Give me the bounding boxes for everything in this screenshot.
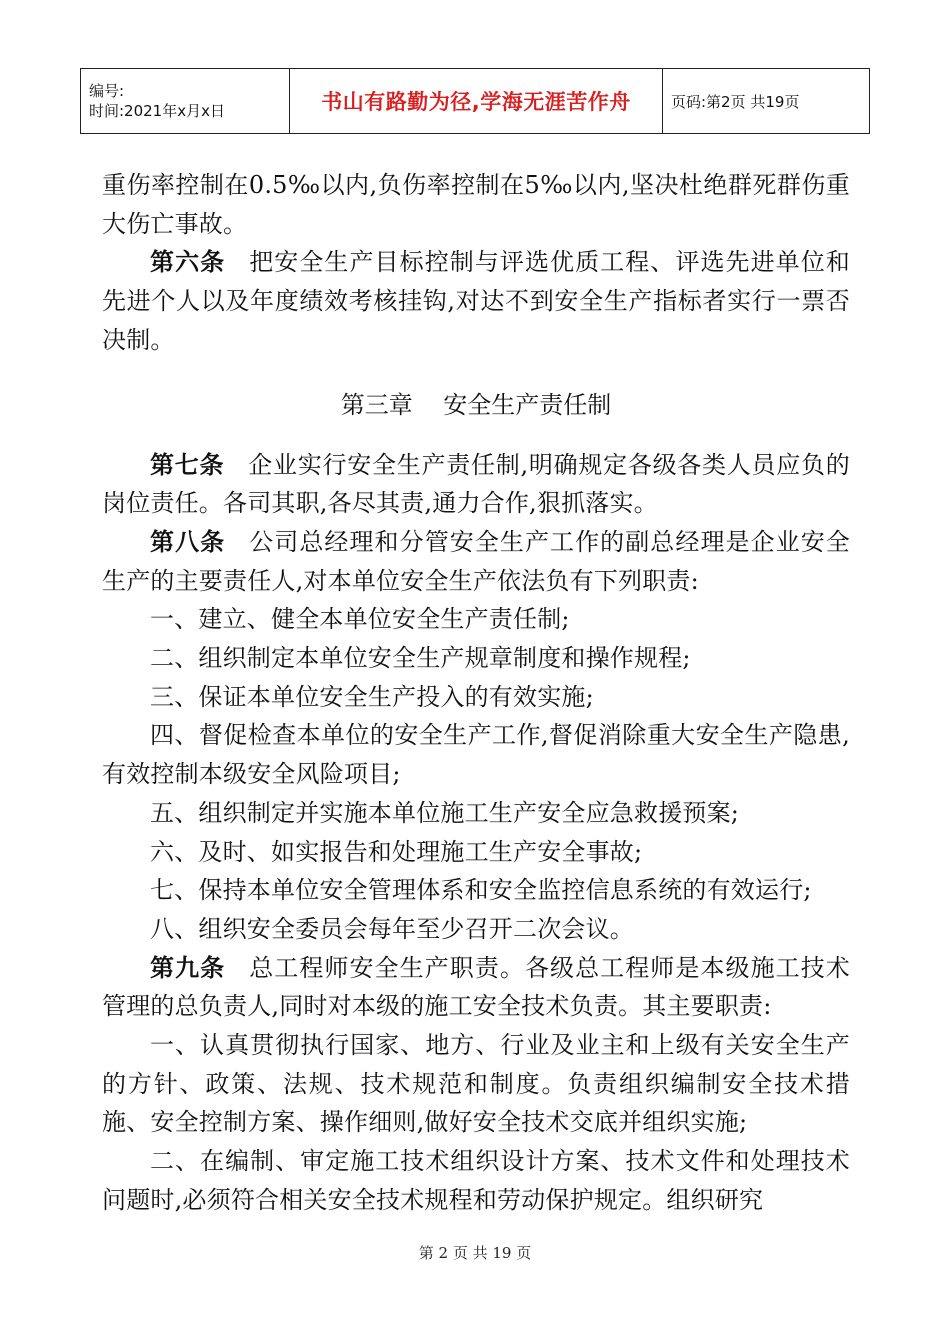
article-8-text: 公司总经理和分管安全生产工作的副总经理是企业安全生产的主要责任人,对本单位安全生产依法负有下列职责: <box>102 527 850 595</box>
article-8 <box>102 523 850 600</box>
list-item: 三、保证本单位安全生产投入的有效实施; <box>150 682 594 711</box>
list-item: 一、认真贯彻执行国家、地方、行业及业主和上级有关安全生产的方针、政策、法规、技术规范和制度。负责组织编制安全技术措施、安全控制方案、操作细则,做好安全技术交底并组织实施; <box>102 1031 850 1137</box>
list-item: 七、保持本单位安全管理体系和安全监控信息系统的有效运行; <box>150 876 812 905</box>
article-7-text: 企业实行安全生产责任制,明确规定各级各类人员应负的岗位责任。各司其职,各尽其责,通力合作,狠抓落实。 <box>102 450 850 518</box>
list-item: 八、组织安全委员会每年至少召开二次会议。 <box>150 914 634 943</box>
article-6-text: 把安全生产目标控制与评选优质工程、评选先进单位和先进个人以及年度绩效考核挂钩,对达不到安全生产指标者实行一票否决制。 <box>102 248 850 354</box>
document-body <box>102 166 850 1220</box>
list-item: 二、在编制、审定施工技术组织设计方案、技术文件和处理技术问题时,必须符合相关安全技术规程和劳动保护规定。组织研究 <box>102 1147 850 1214</box>
list-item: 六、及时、如实报告和处理施工生产安全事故; <box>150 837 643 866</box>
article-9 <box>102 949 850 1026</box>
chapter-heading: 第三章 安全生产责任制 <box>340 390 612 419</box>
header-meta <box>81 69 290 134</box>
article-7-title: 第七条 <box>150 450 225 479</box>
motto-text: 书山有路勤为径,学海无涯苦作舟 <box>321 90 631 114</box>
article-9-title: 第九条 <box>150 953 226 982</box>
list-item: 一、建立、健全本单位安全生产责任制; <box>150 605 570 634</box>
article-7 <box>102 446 850 523</box>
list-item: 四、督促检查本单位的安全生产工作,督促消除重大安全生产隐患,有效控制本级安全风险项目; <box>102 721 850 789</box>
number-label: 编号: <box>89 82 125 100</box>
document-header <box>80 68 870 134</box>
page-footer: 第 2 页 共 19 页 <box>418 1244 532 1262</box>
article-8-title: 第八条 <box>150 527 226 556</box>
paragraph-continuation: 重伤率控制在0.5‰以内,负伤率控制在5‰以内,坚决杜绝群死群伤重大伤亡事故。 <box>102 171 850 238</box>
list-item: 二、组织制定本单位安全生产规章制度和操作规程; <box>150 644 691 673</box>
header-motto-cell <box>290 69 663 134</box>
article-6 <box>102 243 850 359</box>
article-9-text: 总工程师安全生产职责。各级总工程师是本级施工技术管理的总负责人,同时对本级的施工安全技术负责。其主要职责: <box>102 953 850 1021</box>
page-code: 页码:第2页 共19页 <box>663 69 870 134</box>
article-6-title: 第六条 <box>150 248 226 277</box>
list-item: 五、组织制定并实施本单位施工生产安全应急救援预案; <box>150 798 740 827</box>
time-label: 时间:2021年x月x日 <box>89 102 225 120</box>
